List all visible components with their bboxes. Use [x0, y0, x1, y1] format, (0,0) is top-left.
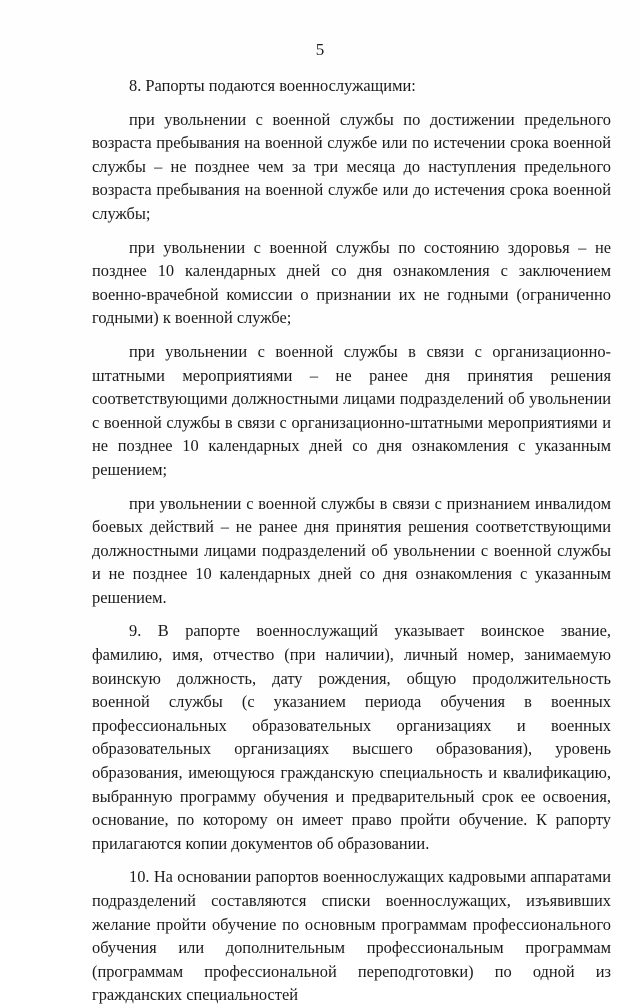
paragraph-8-staffing: при увольнении с военной службы в связи с организационно-штатными мероприятиями – не ранее дня принятия решения соответствующими должностными лицами подразделений об увольнении с военной службы в связи с организационно-штатными мероприятиями и не позднее 10 календарных дней со дня ознакомления с указанным решением;: [92, 341, 611, 479]
page-number: 5: [315, 40, 325, 59]
paragraph-8-disability: при увольнении с военной службы в связи с признанием инвалидом боевых действий – не ранее дня принятия решения соответствующими должностными лицами подразделений об увольнении с военной службы и не позднее 10 календарных дней со дня ознакомления с указанным решением.: [92, 493, 611, 607]
paragraph-8-age-limit: при увольнении с военной службы по достижении предельного возраста пребывания на военной службе или по истечении срока военной службы – не позднее чем за три месяца до наступления предельного возраста пребывания на военной службе или до истечения срока военной службы;: [92, 109, 611, 223]
document-body: [92, 74, 611, 1007]
paragraph-8-heading: 8. Рапорты подаются военнослужащими:: [129, 76, 416, 95]
paragraph-8-health: при увольнении с военной службы по состоянию здоровья – не позднее 10 календарных дней со дня ознакомления с заключением военно-врачебной комиссии о признании их не годными (ограниченно годными) к военной службе;: [92, 237, 611, 328]
paragraph-10: 10. На основании рапортов военнослужащих кадровыми аппаратами подразделений составляются списки военнослужащих, изъявивших желание пройти обучение по основным программам профессионального обучения или дополнительным профессиональным программам (программам профессиональной переподготовки) по одной из гражданских специальностей: [92, 867, 611, 1005]
paragraph-9: 9. В рапорте военнослужащий указывает воинское звание, фамилию, имя, отчество (при наличии), личный номер, занимаемую воинскую должность, дату рождения, общую продолжительность военной службы (с указанием периода обучения в военных профессиональных образовательных организациях и военных образовательных организациях высшего образования), уровень образования, имеющуюся гражданскую специальность и квалификацию, выбранную программу обучения и предварительный срок ее освоения, основание, по которому он имеет право пройти обучение. К рапорту прилагаются копии документов об образовании.: [92, 621, 611, 853]
